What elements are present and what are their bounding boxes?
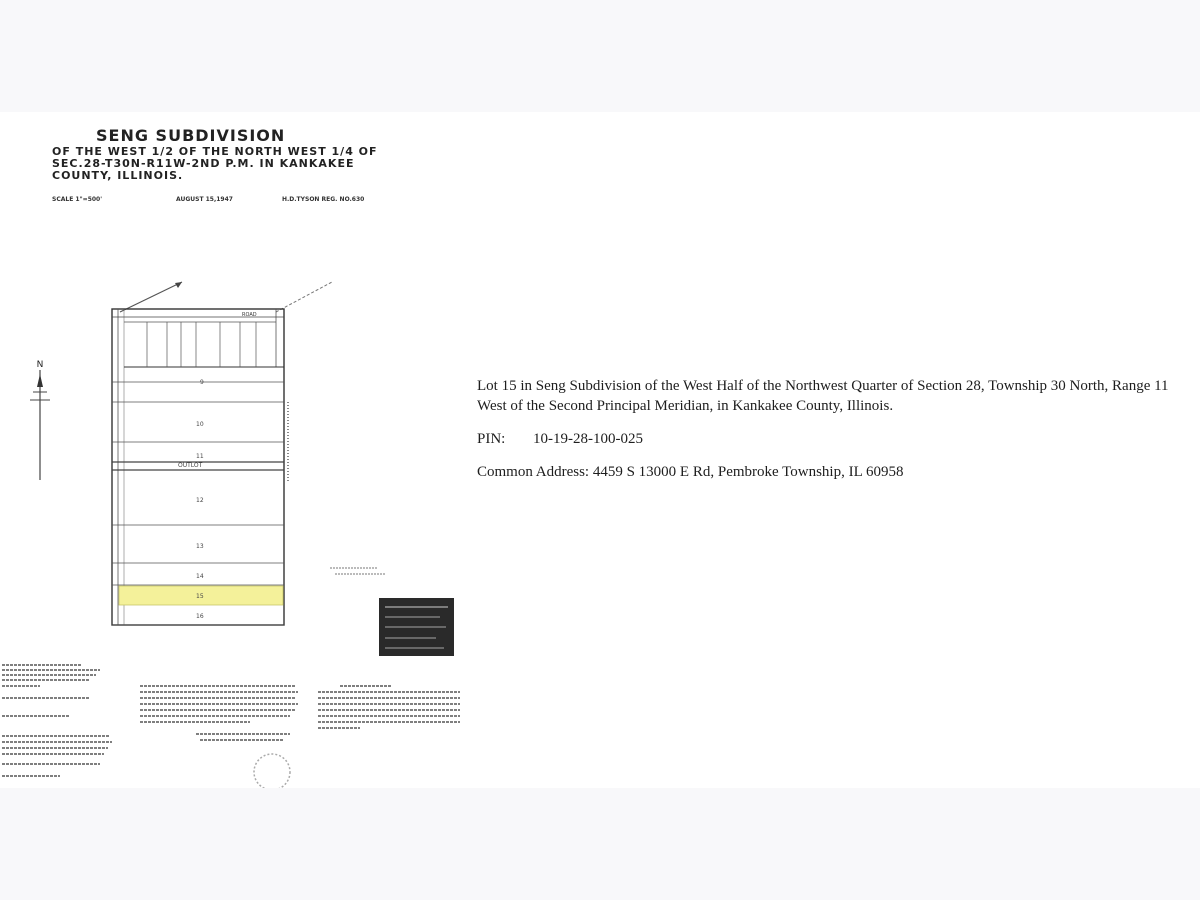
lot-label: 10 xyxy=(196,421,204,428)
lot-label: 9 xyxy=(200,379,204,386)
seal-icon xyxy=(254,754,290,788)
lot-label: 12 xyxy=(196,497,204,504)
lot-description: Lot 15 in Seng Subdivision of the West Half of the Northwest Quarter of Section 28, Township 30 North, Range 11 West of the Second Principal Meridian, in Kankakee County, Illinois. xyxy=(477,378,1169,414)
plat-drawing xyxy=(0,112,460,788)
lot-label: 11 xyxy=(196,453,204,460)
pin-value: 10-19-28-100-025 xyxy=(533,431,643,447)
lot-label: 15 xyxy=(196,593,204,600)
plat-subtitle-line: OF THE WEST 1/2 OF THE NORTH WEST 1/4 OF xyxy=(52,145,378,158)
pin-label: PIN: xyxy=(477,431,506,447)
outlot-label: OUTLOT xyxy=(178,462,203,469)
road-label: ROAD xyxy=(242,312,257,318)
plat-surveyor: H.D.TYSON REG. NO.630 xyxy=(282,196,365,203)
lot-label: 14 xyxy=(196,573,204,580)
legal-description xyxy=(477,376,1193,495)
plat-subtitle-line: SEC.28-T30N-R11W-2ND P.M. IN KANKAKEE xyxy=(52,157,355,170)
document-canvas xyxy=(0,112,1200,788)
lot-label: 13 xyxy=(196,543,204,550)
lot-label: 16 xyxy=(196,613,204,620)
plat-subtitle-line: COUNTY, ILLINOIS. xyxy=(52,169,184,182)
plat-title: SENG SUBDIVISION xyxy=(96,126,286,145)
plat-map xyxy=(0,112,460,788)
north-label: N xyxy=(36,360,44,370)
common-address: Common Address: 4459 S 13000 E Rd, Pembroke Township, IL 60958 xyxy=(477,464,904,480)
plat-date: AUGUST 15,1947 xyxy=(176,196,233,203)
pin-line xyxy=(477,429,1193,449)
north-arrow-icon xyxy=(30,360,50,480)
plat-scale: SCALE 1"=500' xyxy=(52,196,103,203)
